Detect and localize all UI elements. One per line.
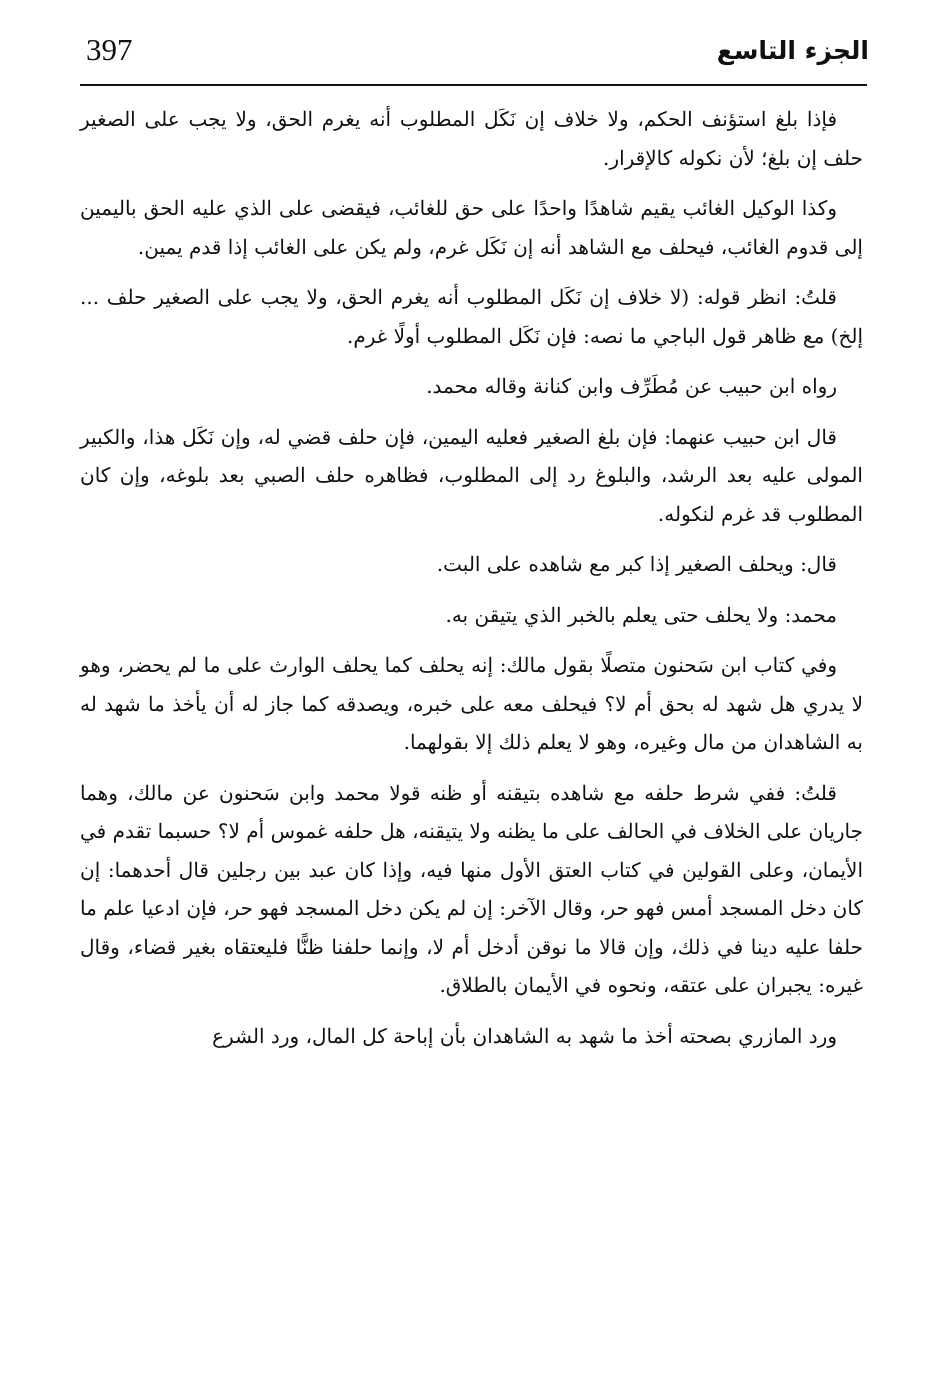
paragraph: فإذا بلغ استؤنف الحكم، ولا خلاف إن نَكَل المطلوب أنه يغرم الحق، ولا يجب على الصغير حلف إن بلغ؛ لأن نكوله كالإقرار. <box>80 107 863 170</box>
running-title: الجزء التاسع <box>716 36 869 65</box>
paragraph: قال: ويحلف الصغير إذا كبر مع شاهده على البت. <box>436 552 837 576</box>
paragraph: ورد المازري بصحته أخذ ما شهد به الشاهدان بأن إباحة كل المال، ورد الشرع <box>212 1023 837 1048</box>
paragraph: وكذا الوكيل الغائب يقيم شاهدًا واحدًا على حق للغائب، فيقضى على الذي عليه الحق باليمين إلى قدوم الغائب، فيحلف مع الشاهد أنه إن نَكَل غرم، ولم يكن على الغائب إذا قدم يمين. <box>80 196 863 259</box>
paragraph: قال ابن حبيب عنهما: فإن بلغ الصغير فعليه اليمين، فإن حلف قضي له، وإن نَكَل هذا، والكبير المولى عليه بعد الرشد، والبلوغ رد إلى المطلوب، فظاهره حلف الصبي بعد بلوغه، وإن كان المطلوب قد غرم لنكوله. <box>80 424 863 526</box>
page-header <box>80 28 869 78</box>
main-text <box>80 100 863 1067</box>
paragraph: وفي كتاب ابن سَحنون متصلًا بقول مالك: إنه يحلف كما يحلف الوارث على ما لم يحضر، وهو لا يدري هل شهد له بحق أم لا؟ فيحلف معه على خبره، ويصدقه كما جاز له أن يأخذ ما شهد له به الشاهدان من مال وغيره، وهو لا يعلم ذلك إلا بقولهما. <box>80 653 863 754</box>
header-divider <box>80 84 867 86</box>
page-number: 397 <box>86 32 133 67</box>
paragraph: قلتُ: انظر قوله: (لا خلاف إن نَكَل المطلوب أنه يغرم الحق، ولا يجب على الصغير حلف ... إلخ) مع ظاهر قول الباجي ما نصه: فإن نَكَل المطلوب أولًا غرم. <box>80 285 863 348</box>
paragraph: قلتُ: ففي شرط حلفه مع شاهده بتيقنه أو ظنه قولا محمد وابن سَحنون عن مالك، وهما جاريان على الخلاف في الحالف على ما يظنه ولا يتيقنه، هل حلفه غموس أم لا؟ حسبما تقدم في الأيمان، وعلى القولين في كتاب العتق الأول منها فيه، وإذا كان عبد بين رجلين قال أحدهما: إن كان دخل المسجد أمس فهو حر، وقال الآخر: إن لم يكن دخل المسجد فهو حر، فإن ادعيا علم ما حلفا عليه دينا في ذلك، وإن قالا ما نوقن أدخل أم لا، وإنما حلفنا ظنًّا فليعتقاه بغير قضاء، وقال غيره: يجبران على عتقه، ونحوه في الأيمان بالطلاق. <box>80 780 863 997</box>
paragraph: رواه ابن حبيب عن مُطَرِّف وابن كنانة وقاله محمد. <box>426 374 837 398</box>
paragraph: محمد: ولا يحلف حتى يعلم بالخبر الذي يتيقن به. <box>445 602 837 627</box>
